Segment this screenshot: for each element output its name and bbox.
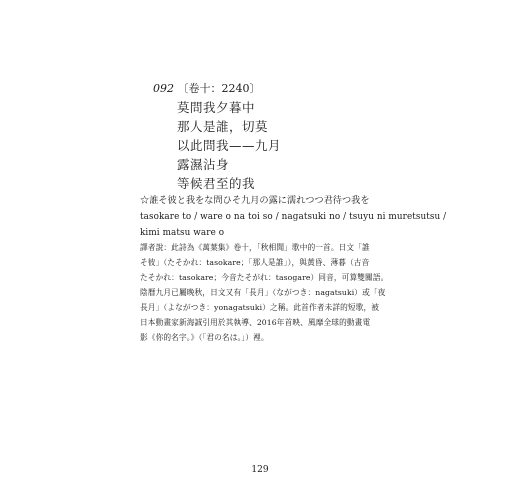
note-line: そ彼」（たそかれ：tasokare；「那人是誰」），與黃昏、薄暮（古音	[140, 258, 370, 267]
poem-number: 092	[153, 82, 174, 95]
poem-line: 以此問我——九月	[177, 138, 282, 153]
poem-heading	[153, 82, 261, 96]
romaji-line: tasokare to / ware o na toi so / nagatsuki no / tsuyu ni muretsutsu /	[140, 212, 447, 222]
note-line: 譯者說：此詩為《萬葉集》卷十，「秋相聞」歌中的一首。日文「誰	[140, 243, 370, 252]
poem-line: 露濕沾身	[177, 157, 230, 172]
page-number: 129	[251, 465, 269, 475]
japanese-original: ☆誰そ彼と我をな問ひそ九月の露に濡れつつ君待つ我を	[140, 195, 370, 206]
original-poem	[140, 193, 447, 241]
note-line: 長月」（よながつき：yonagatsuki）之稱。此首作者未詳的短歌，被	[140, 303, 380, 312]
poem-translation	[177, 98, 281, 193]
translator-note	[140, 240, 390, 345]
poem-line: 等候君至的我	[177, 176, 256, 191]
romaji-line: kimi matsu ware o	[140, 228, 225, 238]
poem-line: 莫問我夕暮中	[177, 100, 256, 115]
note-line: 陰曆九月已屬晚秋，日文又有「長月」（ながつき：nagatsuki）或「夜	[140, 288, 386, 297]
poem-source: 〔卷十：2240〕	[177, 82, 261, 95]
note-line: 日本動畫家新海誠引用於其執導、2016年首映、風靡全球的動畫電	[140, 318, 371, 327]
note-line: 影《你的名字。》（「君の名は。」）裡。	[140, 333, 269, 342]
note-line: たそかれ：tasokare；今音たそがれ：tasogare）同音，可算雙關語。	[140, 273, 389, 282]
poem-line: 那人是誰，切莫	[177, 119, 269, 134]
